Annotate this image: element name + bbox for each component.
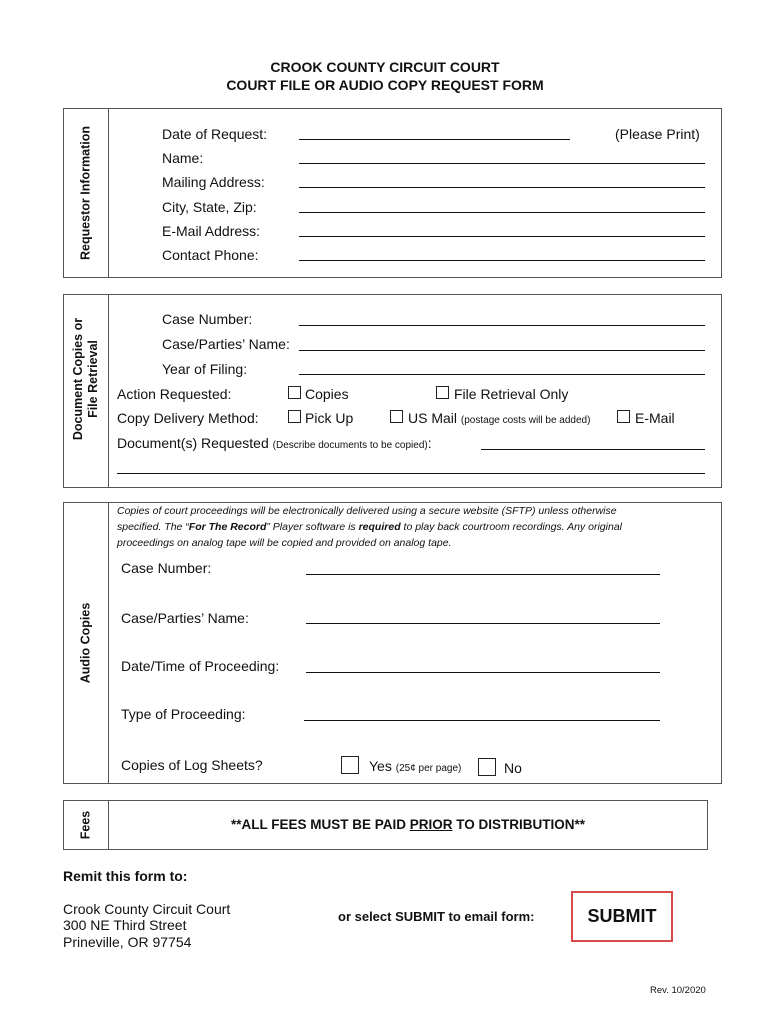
docs-requested-label	[117, 435, 432, 454]
year-of-filing-field[interactable]	[299, 374, 705, 375]
audio-delivery-note	[117, 503, 717, 551]
log-sheets-yes-price: (25¢ per page)	[395, 763, 462, 774]
year-of-filing-label: Year of Filing:	[162, 361, 248, 377]
fees-tab	[64, 801, 109, 849]
doc-case-number-field[interactable]	[299, 325, 705, 326]
copies-checkbox[interactable]	[288, 386, 301, 399]
revision-label: Rev. 10/2020	[650, 985, 706, 996]
remit-address-line2: 300 NE Third Street	[63, 917, 187, 933]
contact-phone-label: Contact Phone:	[162, 247, 259, 263]
email-delivery-option-label: E-Mail	[635, 410, 675, 426]
fees-notice	[108, 817, 708, 833]
docs-requested-field-line1[interactable]	[481, 449, 705, 450]
email-delivery-checkbox[interactable]	[617, 410, 630, 423]
form-title-line1: CROOK COUNTY CIRCUIT COURT	[270, 59, 500, 75]
doc-case-parties-label: Case/Parties’ Name:	[162, 336, 290, 352]
proceeding-type-field[interactable]	[304, 720, 660, 721]
contact-phone-field[interactable]	[299, 260, 705, 261]
log-sheets-yes-text: Yes	[369, 758, 392, 774]
mailing-address-label: Mailing Address:	[162, 174, 265, 190]
email-address-label: E-Mail Address:	[162, 223, 261, 239]
proceeding-datetime-label: Date/Time of Proceeding:	[121, 658, 280, 674]
audio-note-line2-start: specified. The “	[117, 521, 189, 533]
pickup-checkbox[interactable]	[288, 410, 301, 423]
fees-notice-prior: PRIOR	[409, 817, 453, 832]
please-print-note: (Please Print)	[615, 126, 700, 142]
remit-address-line1: Crook County Circuit Court	[63, 901, 231, 917]
docs-requested-colon: :	[427, 435, 432, 451]
audio-note-software-name: For The Record	[188, 521, 267, 533]
document-copies-tab	[64, 295, 109, 487]
docs-requested-field-line2[interactable]	[117, 473, 705, 474]
audio-case-number-field[interactable]	[306, 574, 660, 575]
action-requested-label: Action Requested:	[117, 386, 232, 402]
name-field[interactable]	[299, 163, 705, 164]
log-sheets-no-label: No	[504, 760, 522, 776]
log-sheets-label: Copies of Log Sheets?	[121, 757, 263, 773]
document-copies-tab-label-line2: File Retrieval	[86, 340, 100, 418]
requestor-tab	[64, 109, 109, 277]
document-copies-tab-label	[71, 318, 101, 440]
log-sheets-yes-checkbox[interactable]	[341, 756, 359, 774]
file-retrieval-checkbox[interactable]	[436, 386, 449, 399]
usmail-postage-note: (postage costs will be added)	[460, 415, 591, 426]
remit-heading: Remit this form to:	[63, 868, 188, 884]
audio-case-parties-field[interactable]	[306, 623, 660, 624]
proceeding-type-label: Type of Proceeding:	[121, 706, 246, 722]
submit-instructions: or select SUBMIT to email form:	[338, 909, 535, 924]
audio-case-parties-label: Case/Parties’ Name:	[121, 610, 249, 626]
delivery-method-label: Copy Delivery Method:	[117, 410, 259, 426]
proceeding-datetime-field[interactable]	[306, 672, 660, 673]
form-title-line2: COURT FILE OR AUDIO COPY REQUEST FORM	[226, 77, 544, 93]
audio-note-line2	[117, 519, 717, 535]
audio-note-required: required	[358, 521, 401, 533]
audio-note-line3: proceedings on analog tape will be copied and provided on analog tape.	[117, 537, 452, 549]
fees-tab-label: Fees	[78, 810, 93, 840]
log-sheets-yes-label	[369, 758, 461, 777]
requestor-tab-label: Requestor Information	[78, 125, 93, 261]
name-label: Name:	[162, 150, 204, 166]
audio-case-number-label: Case Number:	[121, 560, 212, 576]
audio-copies-tab	[64, 503, 109, 783]
fees-notice-start: **ALL FEES MUST BE PAID	[230, 817, 410, 832]
date-of-request-field[interactable]	[299, 139, 570, 140]
document-copies-tab-label-line1: Document Copies or	[71, 317, 85, 441]
submit-button[interactable]: SUBMIT	[571, 891, 673, 942]
mailing-address-field[interactable]	[299, 187, 705, 188]
audio-note-line2-end: to play back courtroom recordings. Any original	[400, 521, 622, 533]
audio-note-line1: Copies of court proceedings will be electronically delivered using a secure website (SFTP) unless otherwise	[117, 505, 617, 517]
city-state-zip-field[interactable]	[299, 212, 705, 213]
file-retrieval-option-label: File Retrieval Only	[454, 386, 569, 402]
audio-note-line2-middle: ” Player software is	[266, 521, 359, 533]
doc-case-number-label: Case Number:	[162, 311, 253, 327]
fees-notice-end: TO DISTRIBUTION**	[452, 817, 586, 832]
usmail-option-text: US Mail	[408, 410, 458, 426]
pickup-option-label: Pick Up	[305, 410, 354, 426]
date-of-request-label: Date of Request:	[162, 126, 268, 142]
audio-copies-tab-label: Audio Copies	[78, 602, 93, 684]
city-state-zip-label: City, State, Zip:	[162, 199, 257, 215]
doc-case-parties-field[interactable]	[299, 350, 705, 351]
usmail-option-label	[408, 410, 590, 429]
usmail-checkbox[interactable]	[390, 410, 403, 423]
log-sheets-no-checkbox[interactable]	[478, 758, 496, 776]
docs-requested-text: Document(s) Requested	[117, 435, 269, 451]
docs-requested-note: (Describe documents to be copied)	[272, 440, 428, 451]
remit-address-line3: Prineville, OR 97754	[63, 934, 192, 950]
copies-option-label: Copies	[305, 386, 349, 402]
email-address-field[interactable]	[299, 236, 705, 237]
